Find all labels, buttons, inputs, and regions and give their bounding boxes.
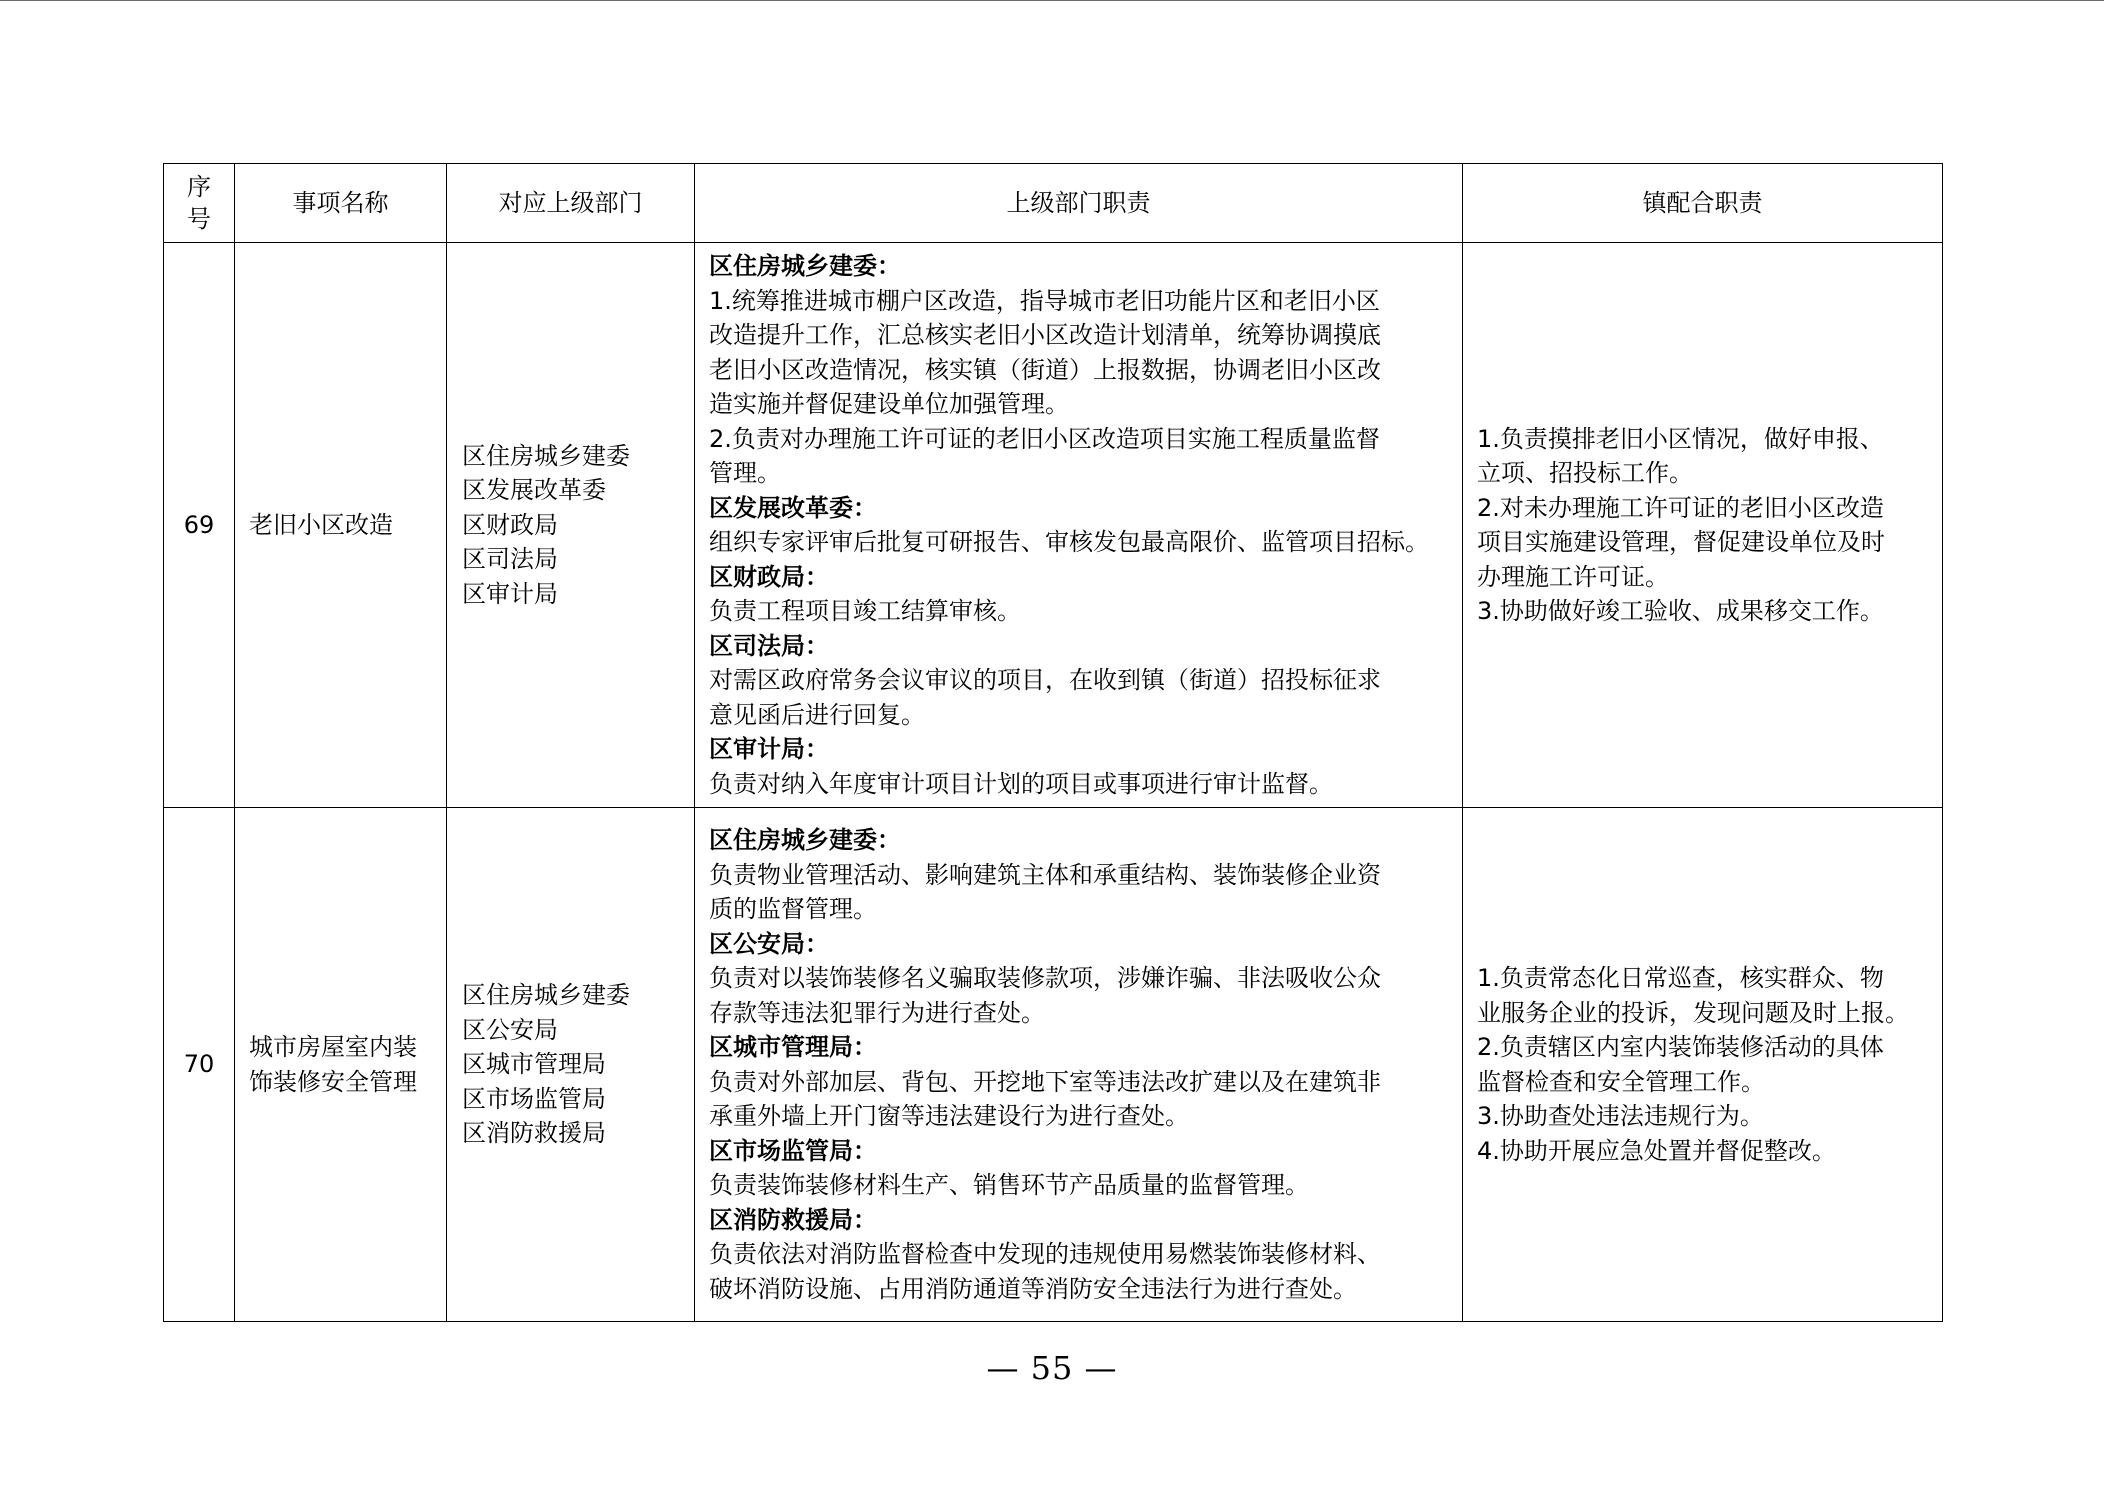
row-departments	[447, 243, 695, 808]
department-name: 区发展改革委	[462, 476, 606, 505]
duty-heading: 区审计局：	[709, 735, 829, 763]
duties-table	[163, 163, 1943, 1322]
row-item-name: 城市房屋室内装 饰装修安全管理	[235, 808, 447, 1322]
header-town-duties: 镇配合职责	[1463, 164, 1943, 243]
duty-heading: 区住房城乡建委：	[709, 826, 901, 854]
row-seq: 70	[164, 808, 235, 1322]
duty-heading: 区司法局：	[709, 631, 829, 660]
department-name: 区住房城乡建委	[462, 981, 630, 1010]
duty-heading: 区市场监管局：	[709, 1136, 877, 1165]
department-name: 区市场监管局	[462, 1084, 606, 1113]
duty-heading: 区城市管理局：	[709, 1033, 877, 1061]
top-border-line	[0, 0, 2104, 1]
row-town-duties: 1.负责常态化日常巡查，核实群众、物 业服务企业的投诉，发现问题及时上报。 2.负责辖区内室内装饰装修活动的具体 监督检查和安全管理工作。 3.协助查处违法违规行为。 4.协助开展应急处置并督促整改。	[1463, 808, 1943, 1322]
department-name: 区住房城乡建委	[462, 441, 630, 470]
department-name: 区城市管理局	[462, 1050, 606, 1079]
duty-heading: 区财政局：	[709, 562, 829, 591]
header-item-name: 事项名称	[235, 164, 447, 243]
department-name: 区财政局	[462, 510, 558, 539]
department-name: 区司法局	[462, 545, 558, 574]
department-name: 区消防救援局	[462, 1119, 606, 1148]
duty-heading: 区公安局：	[709, 929, 829, 958]
duty-heading: 区住房城乡建委：	[709, 252, 901, 280]
row-departments	[447, 808, 695, 1322]
department-name: 区审计局	[462, 579, 558, 608]
duty-heading: 区发展改革委：	[709, 493, 877, 522]
page-number: — 55 —	[986, 1349, 1118, 1387]
header-superior-dept: 对应上级部门	[447, 164, 695, 243]
table-row	[164, 243, 1943, 808]
row-superior-duties: 区住房城乡建委： 负责物业管理活动、影响建筑主体和承重结构、装饰装修企业资 质的监督管理。 区公安局： 负责对以装饰装修名义骗取装修款项，涉嫌诈骗、非法吸收公众 存款等违法犯罪行为进行查处。 区城市管理局： 负责对外部加层、背包、开挖地下室等违法改扩建以及在建筑非 承重外墙上开门窗等违法建设行为进行查处。 区市场监管局： 负责装饰装修材料生产、销售环节产品质量的监督管理。 区消防救援局： 负责依法对消防监督检查中发现的违规使用易燃装饰装修材料、 破坏消防设施、占用消防通道等消防安全违法行为进行查处。	[695, 808, 1463, 1322]
department-name: 区公安局	[462, 1015, 558, 1044]
table-row	[164, 808, 1943, 1322]
header-seq: 序 号	[164, 164, 235, 243]
row-item-name: 老旧小区改造	[235, 243, 447, 808]
header-superior-duties: 上级部门职责	[695, 164, 1463, 243]
row-seq: 69	[164, 243, 235, 808]
table-header-row	[164, 164, 1943, 243]
row-superior-duties: 区住房城乡建委： 1.统筹推进城市棚户区改造，指导城市老旧功能片区和老旧小区 改造提升工作，汇总核实老旧小区改造计划清单，统筹协调摸底 老旧小区改造情况，核实镇（街道）上报数据，协调老旧小区改 造实施并督促建设单位加强管理。 2.负责对办理施工许可证的老旧小区改造项目实施工程质量监督 管理。 区发展改革委： 组织专家评审后批复可研报告、审核发包最高限价、监管项目招标。 区财政局： 负责工程项目竣工结算审核。 区司法局： 对需区政府常务会议审议的项目，在收到镇（街道）招投标征求 意见函后进行回复。 区审计局： 负责对纳入年度审计项目计划的项目或事项进行审计监督。	[695, 243, 1463, 808]
duty-heading: 区消防救援局：	[709, 1205, 877, 1234]
row-town-duties: 1.负责摸排老旧小区情况，做好申报、 立项、招投标工作。 2.对未办理施工许可证的老旧小区改造 项目实施建设管理，督促建设单位及时 办理施工许可证。 3.协助做好竣工验收、成果移交工作。	[1463, 243, 1943, 808]
